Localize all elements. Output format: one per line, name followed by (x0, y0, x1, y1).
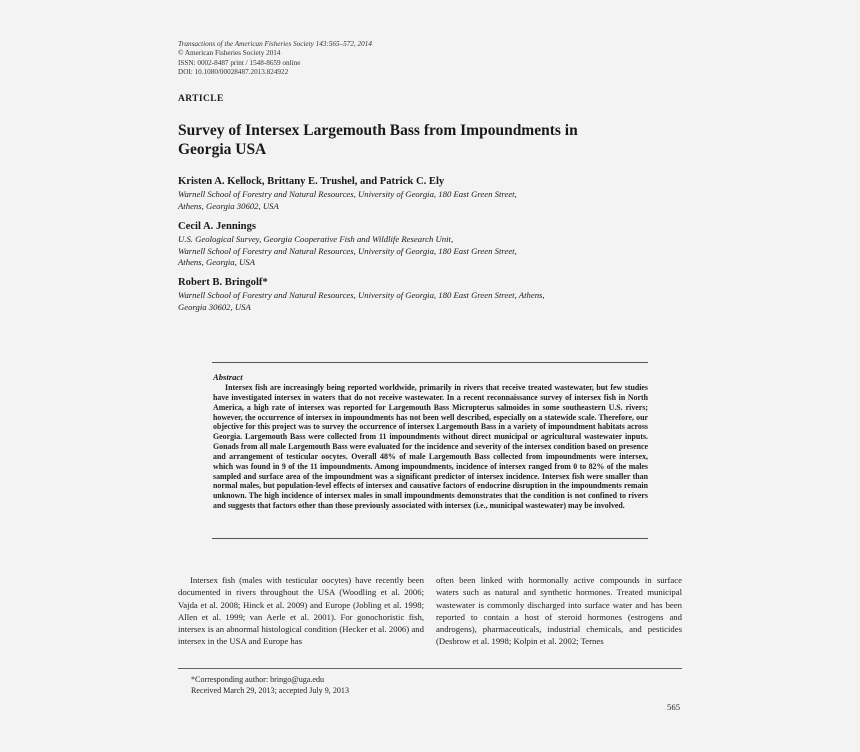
page-number: 565 (667, 702, 681, 712)
received-dates: Received March 29, 2013; accepted July 9, 2013 (191, 685, 350, 695)
body-column-left: Intersex fish (males with testicular oocytes) have recently been documented in rivers throughout the USA (Woodling et al. 2006; Vajda et al. 2008; Hinck et al. 2009) and Europe (Jobling et al. 1998; Allen et al. 1999; van Aerle et al. 2001). For gonochoristic fish, intersex is an abnormal histological condition (Hecker et al. 2006) and intersex in the USA and Europe has (178, 575, 424, 647)
author-names: Cecil A. Jennings (178, 221, 256, 232)
author-group-1 (178, 175, 618, 212)
journal-issn: ISSN: 0002-8487 print / 1548-8659 online (178, 58, 301, 67)
journal-copyright: © American Fisheries Society 2014 (178, 49, 281, 58)
abstract (213, 372, 648, 511)
author-names: Kristen A. Kellock, Brittany E. Trushel, and Patrick C. Ely (178, 176, 445, 187)
author-affiliation: Warnell School of Forestry and Natural Resources, University of Georgia, 180 East Green Street, Athens, Georgia 30602, USA (178, 189, 517, 211)
author-affiliation: Warnell School of Forestry and Natural Resources, University of Georgia, 180 East Green Street, Athens, Georgia 30602, USA (178, 290, 545, 312)
article-label: ARTICLE (178, 94, 224, 104)
abstract-heading: Abstract (213, 372, 243, 382)
author-group-3 (178, 276, 618, 313)
author-group-2 (178, 220, 618, 269)
footnote-rule (178, 668, 682, 669)
journal-citation: Transactions of the American Fisheries Society 143:565–572, 2014 (178, 40, 372, 48)
corresponding-author: *Corresponding author: bringo@uga.edu (191, 675, 325, 684)
paper-title: Survey of Intersex Largemouth Bass from Impoundments in Georgia USA (178, 122, 578, 158)
abstract-bottom-rule (212, 538, 648, 539)
footnote (191, 675, 349, 696)
body-column-right: often been linked with hormonally active compounds in surface waters such as natural and synthetic hormones. Treated municipal wastewater is commonly discharged into surface water and has been reported to contain a host of steroid hormones (estrogens and androgens), pharmaceuticals, industrial chemicals, and pesticides (Desbrow et al. 1998; Kolpin et al. 2002; Ternes (436, 575, 682, 647)
abstract-top-rule (212, 362, 648, 363)
journal-header (178, 40, 372, 78)
author-affiliation: U.S. Geological Survey, Georgia Cooperative Fish and Wildlife Research Unit, Warnell School of Forestry and Natural Resources, University of Georgia, 180 East Green Street, Athens, Georgia, USA (178, 234, 517, 268)
author-names: Robert B. Bringolf* (178, 277, 268, 288)
abstract-text: Intersex fish are increasingly being reported worldwide, primarily in rivers that receive treated wastewater, but few studies have investigated intersex in waters that do not receive wastewater. In a recent reconnaissance survey of intersex fish in North America, a high rate of intersex was reported for Largemouth Bass Micropterus salmoides in some southeastern U.S. rivers; however, the occurrence of intersex in impoundments has not been well described, especially on a statewide scale. Therefore, our objective for this project was to survey the occurrence of intersex Largemouth Bass in a variety of impoundment habitats across Georgia. Largemouth Bass were collected from 11 impoundments without direct municipal or agricultural wastewater inputs. Gonads from all male Largemouth Bass were evaluated for the incidence and severity of the intersex condition based on presence and arrangement of testicular oocytes. Overall 48% of male Largemouth Bass collected from impoundments were intersex, which was found in 9 of the 11 impoundments. Among impoundments, incidence of intersex ranged from 0 to 82% of the males sampled and surface area of the impoundment was a significant predictor of intersex incidence. Intersex fish were smaller than normal males, but population-level effects of intersex and causative factors of endocrine disruption in the impoundments remain unknown. The high incidence of intersex males in small impoundments demonstrates that the condition is not confined to rivers and suggests that factors other than those previously associated with intersex (i.e., municipal wastewater) may be involved. (213, 383, 648, 511)
journal-doi: DOI: 10.1080/00028487.2013.824922 (178, 68, 289, 77)
